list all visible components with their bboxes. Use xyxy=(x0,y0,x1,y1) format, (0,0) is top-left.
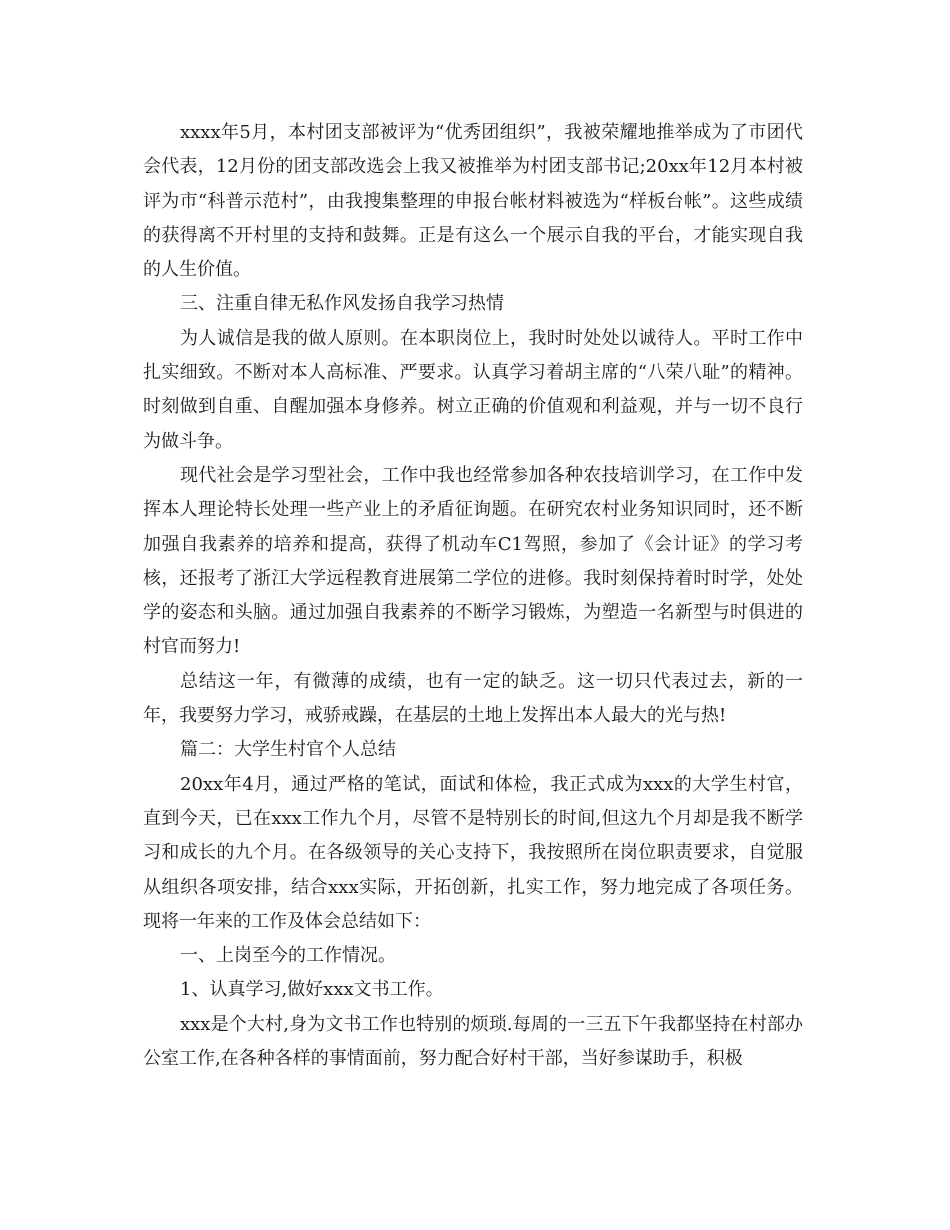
paragraph-learning: 现代社会是学习型社会，工作中我也经常参加各种农技培训学习，在工作中发挥本人理论特长处理一些产业上的矛盾征询题。在研究农村业务知识同时，还不断加强自我素养的培养和提高，获得了机动车C1驾照，参加了《会计证》的学习考核，还报考了浙江大学远程教育进展第二学位的进修。我时刻保持着时时学，处处学的姿态和头脑。通过加强自我素养的不断学习锻炼，为塑造一名新型与时俱进的村官而努力! xyxy=(143,464,803,658)
paragraph-intro: 20xx年4月，通过严格的笔试，面试和体检，我正式成为xxx的大学生村官，直到今天，已在xxx工作九个月，尽管不是特别长的时间,但这九个月却是我不断学习和成长的九个月。在各级领导的关心支持下，我按照所在岗位职责要求，自觉服从组织各项安排，结合xxx实际，开拓创新，扎实工作，努力地完成了各项任务。现将一年来的工作及体会总结如下： xyxy=(143,773,803,932)
subsection-heading-1: 1、认真学习,做好xxx文书工作。 xyxy=(180,979,444,1001)
section-heading-3: 三、注重自律无私作风发扬自我学习热情 xyxy=(180,293,504,315)
section-heading-1: 一、上岗至今的工作情况。 xyxy=(180,945,396,967)
paragraph-clerk-work: xxx是个大村,身为文书工作也特别的烦琐.每周的一三五下午我都坚持在村部办公室工作,在各种各样的事情面前，努力配合好村干部，当好参谋助手，积极 xyxy=(143,1013,803,1070)
paragraph-conclusion: 总结这一年，有微薄的成绩，也有一定的缺乏。这一切只代表过去，新的一年，我要努力学习，戒骄戒躁，在基层的土地上发挥出本人最大的光与热! xyxy=(143,670,803,727)
article-heading-2: 篇二：大学生村官个人总结 xyxy=(180,739,396,761)
document-body xyxy=(143,116,803,1076)
paragraph-integrity: 为人诚信是我的做人原则。在本职岗位上，我时时处处以诚待人。平时工作中扎实细致。不断对本人高标准、严要求。认真学习着胡主席的“八荣八耻”的精神。时刻做到自重、自醒加强本身修养。树立正确的价值观和利益观，并与一切不良行为做斗争。 xyxy=(143,327,803,452)
paragraph-honors: xxxx年5月，本村团支部被评为“优秀团组织”，我被荣耀地推举成为了市团代会代表，12月份的团支部改选会上我又被推举为村团支部书记;20xx年12月本村被评为市“科普示范村”，由我搜集整理的申报台帐材料被选为“样板台帐”。这些成绩的获得离不开村里的支持和鼓舞。正是有这么一个展示自我的平台，才能实现自我的人生价值。 xyxy=(143,122,803,281)
